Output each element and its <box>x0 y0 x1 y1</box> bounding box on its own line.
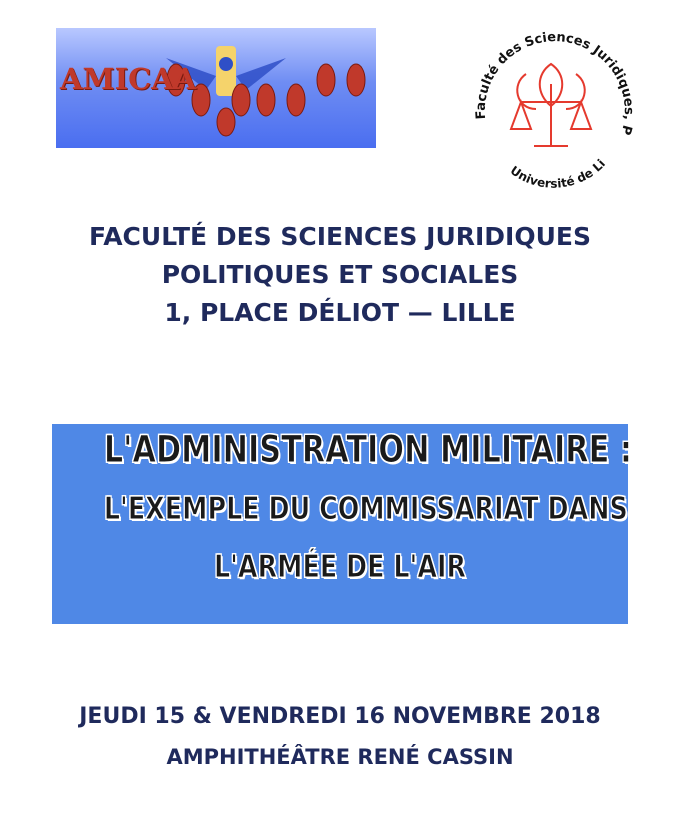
amicaa-text: AMICAA <box>60 62 197 96</box>
faculty-address: 1, PLACE DÉLIOT — LILLE <box>164 298 516 327</box>
faculty-name-line-1: FACULTÉ DES SCIENCES JURIDIQUES <box>88 222 591 251</box>
amicaa-logo <box>56 28 376 148</box>
faculty-address-block <box>0 218 680 332</box>
scales-icon <box>511 64 591 146</box>
seal-text: Faculté des Sciences Juridiques, P <box>473 30 636 137</box>
conference-title-box <box>52 424 633 624</box>
seal-bottom-text: Université de Li <box>507 156 609 191</box>
svg-text:Faculté des Sciences Juridique <box>456 14 636 136</box>
event-venue: AMPHITHÉÂTRE RENÉ CASSIN <box>166 745 514 769</box>
title-line-3: L'ARMÉE DE L'AIR <box>213 549 467 585</box>
faculty-name-line-2: POLITIQUES ET SOCIALES <box>161 260 519 289</box>
faculty-seal-logo <box>456 14 646 200</box>
event-dates: JEUDI 15 & VENDREDI 16 NOVEMBRE 2018 <box>79 704 601 729</box>
event-details <box>0 700 680 774</box>
title-line-1: L'ADMINISTRATION MILITAIRE : <box>103 428 633 471</box>
title-line-2: L'EXEMPLE DU COMMISSARIAT DANS <box>103 491 628 527</box>
